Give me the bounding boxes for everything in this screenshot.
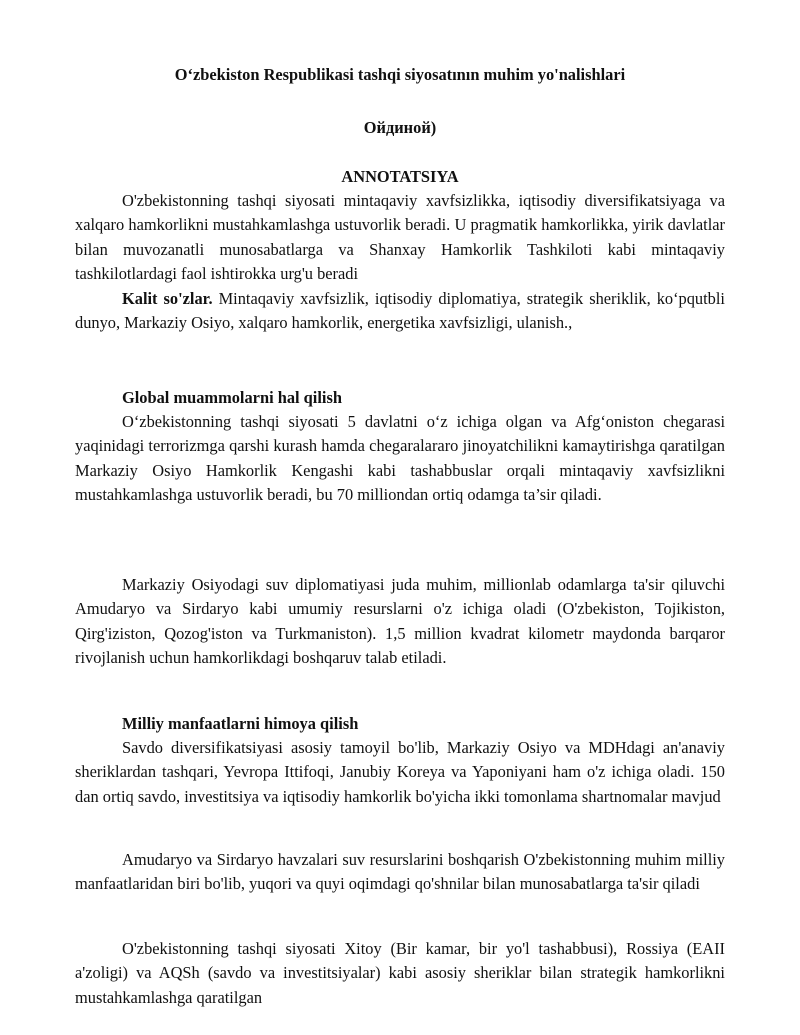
section-paragraph: O‘zbekistonning tashqi siyosati 5 davlatni o‘z ichiga olgan va Afg‘oniston chegarasi yaqinidagi terrorizmga qarshi kurash hamda chegaralararo jinoyatchilikni kamaytirishga qaratilgan Markaziy Osiyo Hamkorlik Kengashi kabi tashabbuslar orqali mintaqaviy xavfsizlikni mustahkamlashga ustuvorlik beradi, bu 70 milliondan ortiq odamga ta’sir qiladi.: [75, 412, 725, 505]
section-paragraph: Markaziy Osiyodagi suv diplomatiyasi juda muhim, millionlab odamlarga ta'sir qiluvchi Amudaryo va Sirdaryo kabi umumiy resurslarni o'z ichiga oladi (O'zbekiston, Tojikiston, Qirg'iziston, Qozog'iston va Turkmaniston). 1,5 million kvadrat kilometr maydonda barqaror rivojlanish uchun hamkorlikdagi boshqaruv talab etiladi.: [75, 575, 725, 668]
section-heading: Milliy manfaatlarni himoya qilish: [122, 714, 359, 733]
section-paragraph: Savdo diversifikatsiyasi asosiy tamoyil bo'lib, Markaziy Osiyo va MDHdagi an'anaviy sheriklardan tashqari, Yevropa Ittifoqi, Janubiy Koreya va Yaponiyani ham o'z ichiga oladi. 150 dan ortiq savdo, investitsiya va iqtisodiy hamkorlik bo'yicha ikki tomonlama shartnomalar mavjud: [75, 738, 725, 806]
keywords-paragraph: [75, 287, 725, 336]
annotation-heading: ANNOTATSIYA: [341, 167, 459, 186]
section-heading: Global muammolarni hal qilish: [122, 388, 342, 407]
document-title: O‘zbekiston Respublikasi tashqi siyosatının muhim yo'nalishlari: [174, 65, 626, 84]
section-paragraph: Amudaryo va Sirdaryo havzalari suv resurslarini boshqarish O'zbekistonning muhim milliy manfaatlaridan biri bo'lib, yuqori va quyi oqimdagi qo'shnilar bilan munosabatlarga ta'sir qiladi: [75, 850, 725, 894]
annotation-paragraph: O'zbekistonning tashqi siyosati mintaqaviy xavfsizlikka, iqtisodiy diversifikatsiyaga va xalqaro hamkorlikni mustahkamlashga ustuvorlik beradi. U pragmatik hamkorlikka, yirik davlatlar bilan muvozanatli munosabatlarga va Shanxay Hamkorlik Tashkiloti kabi mintaqaviy tashkilotlardagi faol ishtirokka urg'u beradi: [75, 191, 725, 284]
section-paragraph: O'zbekistonning tashqi siyosati Xitoy (Bir kamar, bir yo'l tashabbusi), Rossiya (EAII a'zoligi) va AQSh (savdo va investitsiyalar) kabi asosiy sheriklar bilan strategik hamkorlikni mustahkamlashga qaratilgan: [75, 939, 725, 1007]
keywords-text: Mintaqaviy xavfsizlik, iqtisodiy diplomatiya, strategik sheriklik, ko‘pqutbli dunyo, Markaziy Osiyo, xalqaro hamkorlik, energetika xavfsizligi, ulanish.,: [75, 289, 725, 333]
keywords-label: Kalit so'zlar.: [122, 289, 213, 308]
author-line: Ойдиной): [363, 118, 437, 137]
